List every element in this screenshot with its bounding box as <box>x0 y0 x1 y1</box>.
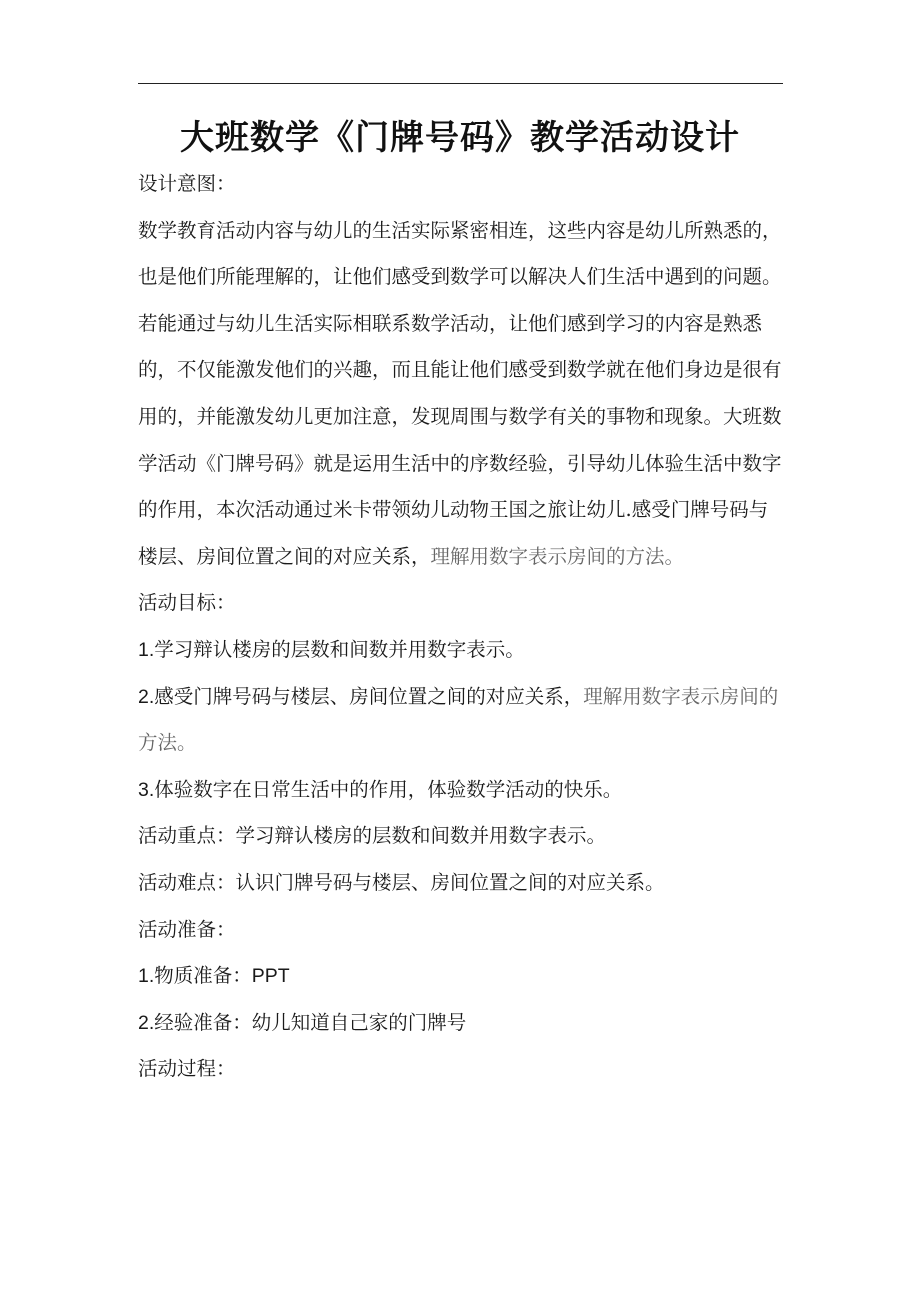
document-body <box>138 161 782 1093</box>
design-paragraph-main: 数学教育活动内容与幼儿的生活实际紧密相连，这些内容是幼儿所熟悉的，也是他们所能理解的，让他们感受到数学可以解决人们生活中遇到的问题。若能通过与幼儿生活实际相联系数学活动，让他们感到学习的内容是熟悉的，不仅能激发他们的兴趣，而且能让他们感受到数学就在他们身边是很有用的，并能激发幼儿更加注意，发现周围与数学有关的事物和现象。大班数学活动《门牌号码》就是运用生活中的序数经验，引导幼儿体验生活中数字的作用，本次活动通过米卡带领幼儿动物王国之旅让幼儿.感受门牌号码与楼层、房间位置之间的对应关系， <box>138 218 782 568</box>
goal-3-number: 3. <box>138 778 155 801</box>
goal-item-2 <box>138 674 782 767</box>
process-heading: 活动过程： <box>138 1057 236 1081</box>
goal-2-tail: 理解用数字表示房间的方法。 <box>138 684 779 755</box>
prep-1-number: 1. <box>138 965 155 988</box>
prep-1-label: 物质准备： <box>154 964 252 988</box>
prep-item-1 <box>138 953 782 1000</box>
difficulty: 活动难点：认识门牌号码与楼层、房间位置之间的对应关系。 <box>138 870 665 894</box>
key-point: 活动重点：学习辩认楼房的层数和间数并用数字表示。 <box>138 824 607 848</box>
prep-item-2 <box>138 1000 782 1047</box>
prep-2-text: 经验准备：幼儿知道自己家的门牌号 <box>154 1010 467 1034</box>
goal-item-1 <box>138 627 782 674</box>
document-title: 大班数学《门牌号码》教学活动设计 <box>180 118 740 158</box>
header-rule <box>138 83 783 84</box>
goal-2-number: 2. <box>138 685 155 708</box>
goal-1-text: 学习辩认楼房的层数和间数并用数字表示。 <box>154 637 525 661</box>
goal-item-3 <box>138 767 782 814</box>
goal-1-number: 1. <box>138 638 155 661</box>
prep-1-value: PPT <box>251 965 290 988</box>
prep-2-number: 2. <box>138 1011 155 1034</box>
prep-heading: 活动准备： <box>138 917 236 941</box>
goal-2-text: 感受门牌号码与楼层、房间位置之间的对应关系， <box>154 684 584 708</box>
design-paragraph-tail: 理解用数字表示房间的方法。 <box>430 544 685 568</box>
goal-3-text: 体验数字在日常生活中的作用，体验数学活动的快乐。 <box>154 777 623 801</box>
design-paragraph <box>138 208 782 581</box>
design-heading: 设计意图： <box>138 172 236 195</box>
goals-heading: 活动目标： <box>138 591 236 615</box>
